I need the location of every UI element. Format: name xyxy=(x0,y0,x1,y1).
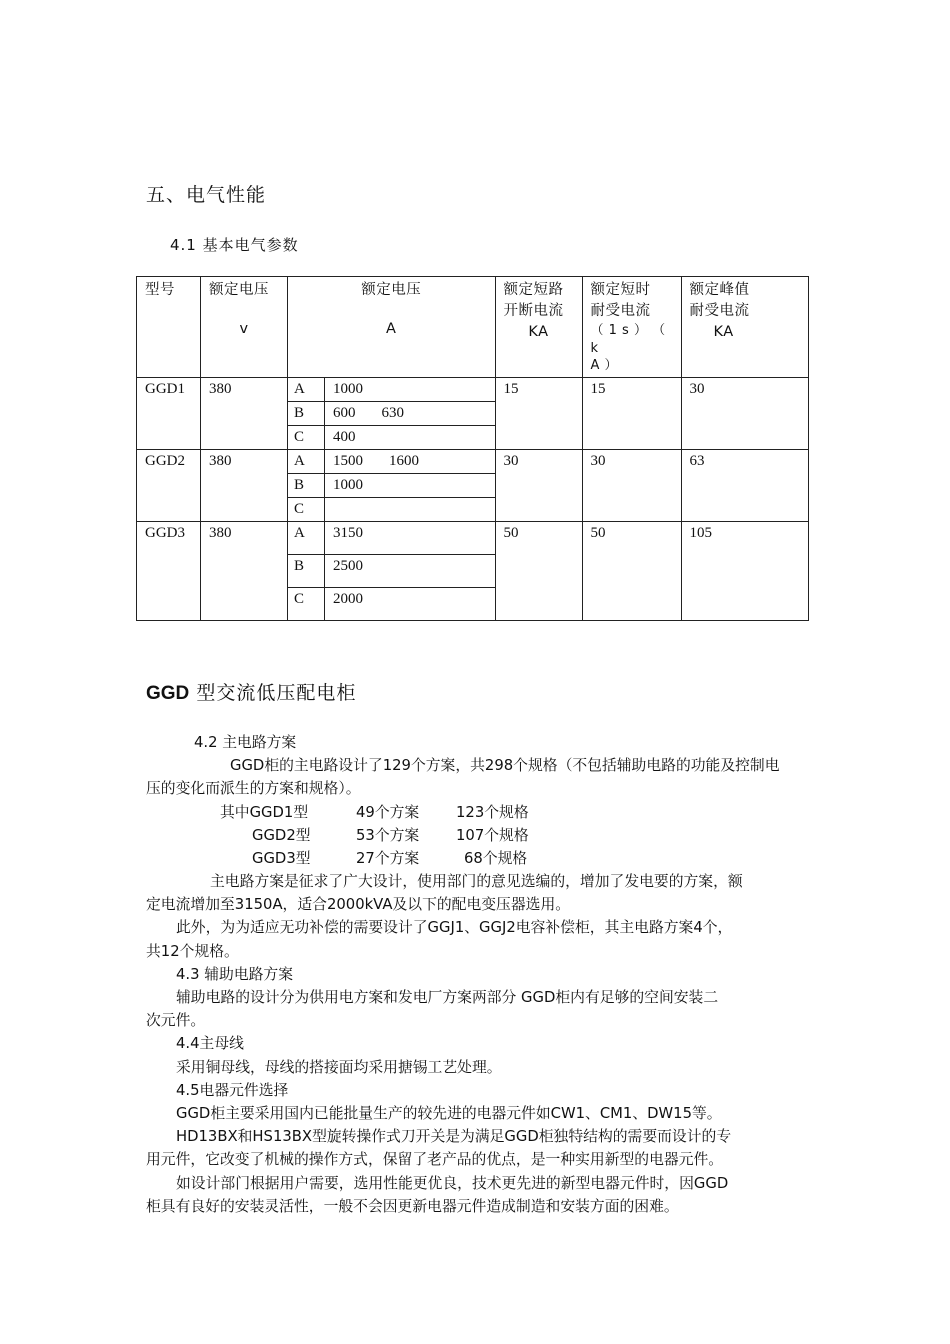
current-cell xyxy=(325,498,496,522)
short-time-current-cell: 15 xyxy=(582,378,681,450)
phase-cell: A xyxy=(288,522,325,555)
scheme-name: GGD2型 xyxy=(252,827,311,844)
header-model: 型号 xyxy=(137,277,201,378)
scheme-plans: 49个方案 xyxy=(356,804,420,821)
breaking-current-cell: 50 xyxy=(495,522,582,621)
scheme-name: 其中GGD1型 xyxy=(220,804,309,821)
voltage-cell: 380 xyxy=(201,378,288,450)
phase-cell: B xyxy=(288,555,325,588)
header-short-time-current: 额定短时 耐受电流 （ 1 s ） （ k A ） xyxy=(582,277,681,378)
product-title xyxy=(146,678,356,705)
paragraph-line: GGD柜主要采用国内已能批量生产的较先进的电器元件如CW1、CM1、DW15等。 xyxy=(176,1105,722,1123)
product-title-rest: 型交流低压配电柜 xyxy=(189,682,357,704)
scheme-specs: 107个规格 xyxy=(456,827,529,844)
current-cell: 2500 xyxy=(325,555,496,588)
current-cell: 1000 xyxy=(325,474,496,498)
product-title-bold: GGD xyxy=(146,683,190,704)
scheme-plans: 53个方案 xyxy=(356,827,420,844)
subsection-title-4-2: 4.2 主电路方案 xyxy=(194,734,297,751)
peak-current-cell: 63 xyxy=(681,450,808,522)
short-time-current-cell: 30 xyxy=(582,450,681,522)
paragraph-line: 用元件，它改变了机械的操作方式，保留了老产品的优点，是一种实用新型的电器元件。 xyxy=(146,1151,724,1169)
model-cell: GGD3 xyxy=(137,522,201,621)
electrical-parameters-table xyxy=(136,276,809,621)
paragraph-line: 次元件。 xyxy=(146,1012,206,1030)
peak-current-cell: 105 xyxy=(681,522,808,621)
scheme-plans: 27个方案 xyxy=(356,850,420,867)
paragraph-line: 辅助电路的设计分为供用电方案和发电厂方案两部分 GGD柜内有足够的空间安装二 xyxy=(176,989,719,1007)
current-cell: 600 630 xyxy=(325,402,496,426)
peak-current-cell: 30 xyxy=(681,378,808,450)
table-row xyxy=(137,378,809,402)
paragraph-line: HD13BX和HS13BX型旋转操作式刀开关是为满足GGD柜独特结构的需要而设计的专 xyxy=(176,1128,732,1146)
voltage-cell: 380 xyxy=(201,450,288,522)
current-cell: 1000 xyxy=(325,378,496,402)
scheme-specs: 68个规格 xyxy=(464,850,528,867)
current-cell: 400 xyxy=(325,426,496,450)
section-title: 五、电气性能 xyxy=(146,184,267,206)
header-breaking-current: 额定短路 开断电流 KA xyxy=(495,277,582,378)
phase-cell: C xyxy=(288,588,325,621)
paragraph-line: 如设计部门根据用户需要，选用性能更优良，技术更先进的新型电器元件时，因GGD xyxy=(176,1174,729,1192)
paragraph-line: 采用铜母线，母线的搭接面均采用搪锡工艺处理。 xyxy=(176,1058,502,1076)
header-voltage: 额定电压 v xyxy=(201,277,288,378)
phase-cell: C xyxy=(288,498,325,522)
scheme-specs: 123个规格 xyxy=(456,804,529,821)
short-time-current-cell: 50 xyxy=(582,522,681,621)
paragraph-line: GGD柜的主电路设计了129个方案，共298个规格（不包括辅助电路的功能及控制电 xyxy=(230,757,780,775)
paragraph-line: 压的变化而派生的方案和规格）。 xyxy=(146,780,361,798)
phase-cell: B xyxy=(288,402,325,426)
body-text xyxy=(146,731,810,801)
voltage-cell: 380 xyxy=(201,522,288,621)
table-row xyxy=(137,522,809,555)
model-cell: GGD2 xyxy=(137,450,201,522)
phase-cell: C xyxy=(288,426,325,450)
paragraph-line: 定电流增加至3150A，适合2000kVA及以下的配电变压器选用。 xyxy=(146,896,571,914)
subsection-title-4-1: 4.1 基本电气参数 xyxy=(170,236,299,254)
paragraph-line: 柜具有良好的安装灵活性，一般不会因更新电器元件造成制造和安装方面的困难。 xyxy=(146,1197,679,1215)
phase-cell: B xyxy=(288,474,325,498)
body-text-continued xyxy=(146,870,810,1218)
model-cell: GGD1 xyxy=(137,378,201,450)
paragraph-line: 此外，为为适应无功补偿的需要设计了GGJ1、GGJ2电容补偿柜，其主电路方案4个， xyxy=(176,919,733,937)
current-cell: 3150 xyxy=(325,522,496,555)
breaking-current-cell: 15 xyxy=(495,378,582,450)
paragraph-line: 共12个规格。 xyxy=(146,942,239,960)
header-current: 额定电压 A xyxy=(288,277,496,378)
subsection-title-4-5: 4.5电器元件选择 xyxy=(176,1081,289,1099)
breaking-current-cell: 30 xyxy=(495,450,582,522)
current-cell: 2000 xyxy=(325,588,496,621)
current-cell: 1500 1600 xyxy=(325,450,496,474)
header-peak-current: 额定峰值 耐受电流 KA xyxy=(681,277,808,378)
paragraph-line: 主电路方案是征求了广大设计，使用部门的意见选编的，增加了发电要的方案，额 xyxy=(210,873,743,890)
subsection-title-4-3: 4.3 辅助电路方案 xyxy=(176,965,294,983)
subsection-title-4-4: 4.4主母线 xyxy=(176,1035,244,1053)
table-header-row xyxy=(137,277,809,378)
phase-cell: A xyxy=(288,378,325,402)
table-row xyxy=(137,450,809,474)
phase-cell: A xyxy=(288,450,325,474)
scheme-name: GGD3型 xyxy=(252,850,311,867)
